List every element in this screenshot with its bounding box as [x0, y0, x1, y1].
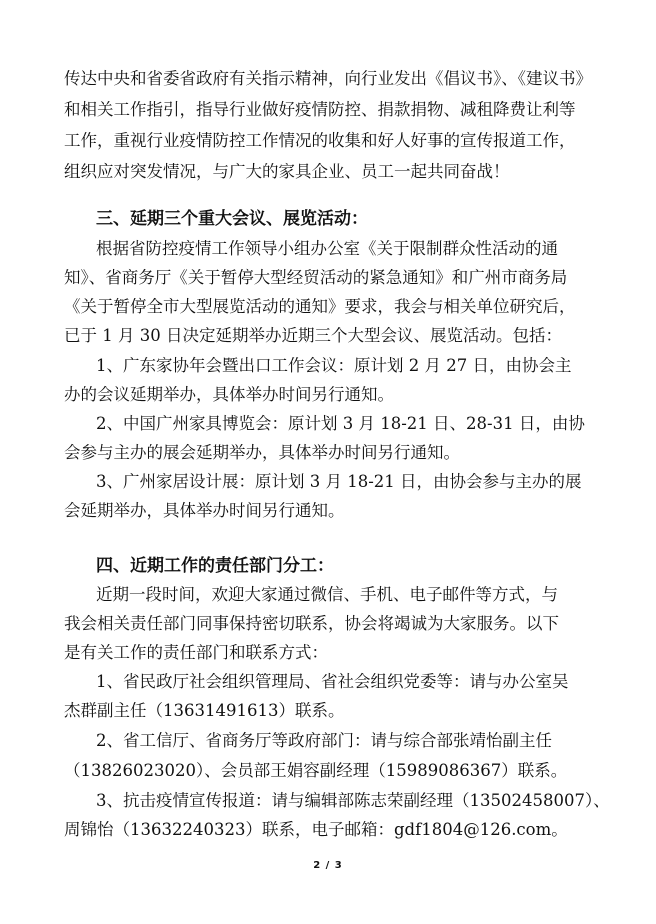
page-number: 2 / 3 — [313, 860, 343, 871]
paragraph-line: 知》、省商务厅《关于暂停大型经贸活动的紧急通知》和广州市商务局 — [64, 268, 568, 287]
paragraph-line: 组织应对突发情况，与广大的家具企业、员工一起共同奋战！ — [64, 162, 510, 181]
list-item-line: 3、广州家居设计展：原计划 3 月 18-21 日，由协会参与主办的展 — [96, 472, 582, 491]
list-item-line: 3、抗击疫情宣传报道：请与编辑部陈志荣副经理（13502458007）、 — [96, 791, 610, 810]
list-item-line: 2、中国广州家具博览会：原计划 3 月 18-21 日、28-31 日，由协 — [96, 414, 585, 433]
list-item-line: 1、广东家协年会暨出口工作会议：原计划 2 月 27 日，由协会主 — [96, 356, 572, 375]
list-item-line: 2、省工信厅、省商务厅等政府部门：请与综合部张靖怡副主任 — [96, 731, 552, 750]
paragraph-line: 近期一段时间，欢迎大家通过微信、手机、电子邮件等方式，与 — [96, 585, 558, 604]
list-item-line: 1、省民政厅社会组织管理局、省社会组织党委等：请与办公室吴 — [96, 672, 569, 691]
list-item-line: 周锦怡（13632240323）联系，电子邮箱：gdf1804@126.com。 — [64, 820, 568, 839]
list-item-line: 办的会议延期举办，具体举办时间另行通知。 — [64, 385, 394, 404]
paragraph-line: 我会相关责任部门同事保持密切联系，协会将竭诚为大家服务。以下 — [64, 614, 559, 633]
list-item-line: （13826023020）、会员部王娟容副经理（15989086367）联系。 — [64, 761, 568, 780]
list-item-line: 杰群副主任（13631491613）联系。 — [64, 701, 345, 720]
section-heading: 四、近期工作的责任部门分工： — [96, 556, 334, 576]
paragraph-line: 传达中央和省委省政府有关指示精神，向行业发出《倡议书》、《建议书》 — [64, 69, 592, 88]
paragraph-line: 工作，重视行业疫情防控工作情况的收集和好人好事的宣传报道工作， — [64, 131, 576, 150]
paragraph-line: 《关于暂停全市大型展览活动的通知》要求，我会与相关单位研究后， — [64, 297, 576, 316]
list-item-line: 会参与主办的展会延期举办，具体举办时间另行通知。 — [64, 443, 460, 462]
paragraph-line: 根据省防控疫情工作领导小组办公室《关于限制群众性活动的通 — [96, 239, 558, 258]
paragraph-line: 和相关工作指引，指导行业做好疫情防控、捐款捐物、减租降费让利等 — [64, 100, 576, 119]
list-item-line: 会延期举办，具体举办时间另行通知。 — [64, 501, 345, 520]
paragraph-line: 已于 1 月 30 日决定延期举办近期三个大型会议、展览活动。包括： — [64, 326, 562, 345]
section-heading: 三、延期三个重大会议、展览活动： — [96, 209, 368, 229]
paragraph-line: 是有关工作的责任部门和联系方式： — [64, 643, 328, 662]
